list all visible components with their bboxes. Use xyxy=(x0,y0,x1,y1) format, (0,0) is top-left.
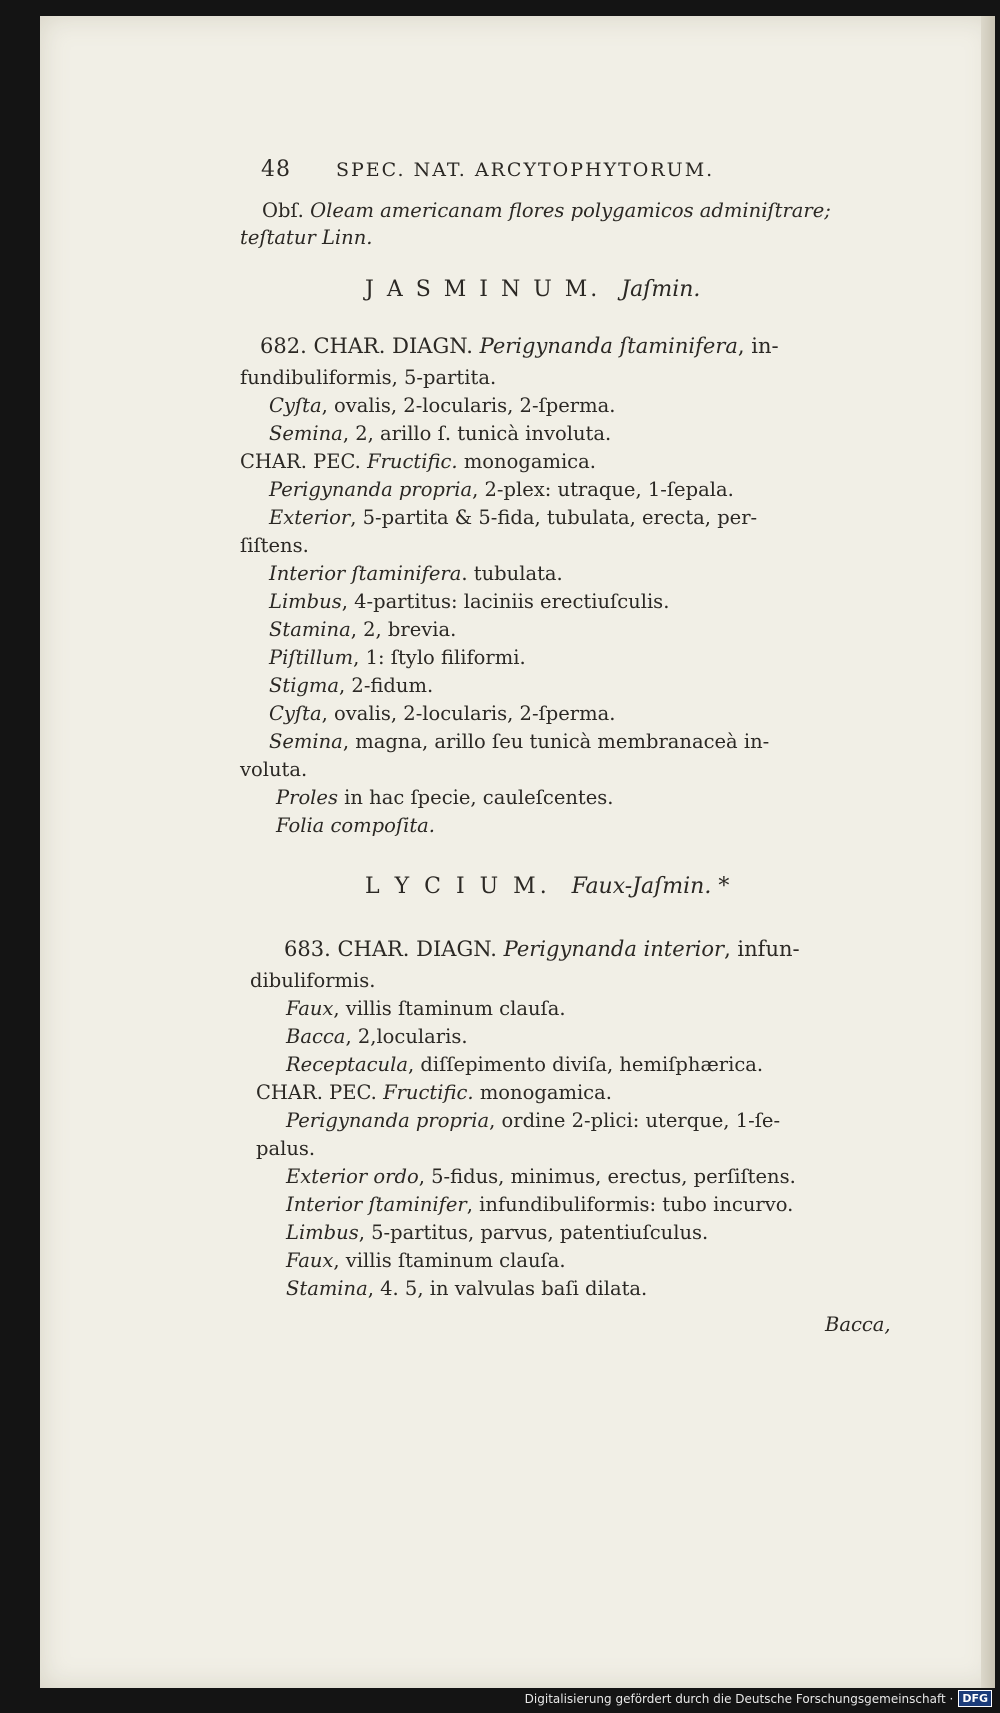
jasminum-line-12: Piſtillum, 1: ſtylo filiformi. xyxy=(269,646,526,669)
lycium-line-6: CHAR. PEC. Fructific. monogamica. xyxy=(256,1081,612,1104)
catchword: Bacca, xyxy=(825,1313,891,1336)
lycium-line-2: dibuliformis. xyxy=(250,969,376,992)
book-page xyxy=(40,16,995,1688)
jasminum-line-15: Semina, magna, arillo ſeu tunicà membranaceà in- xyxy=(269,730,770,753)
jasminum-line-10: Limbus, 4-partitus: laciniis erectiuſculis. xyxy=(269,590,670,613)
entry-number: 682. xyxy=(260,334,307,358)
obs-line-1 xyxy=(262,199,831,222)
genus-vernacular: Faux-Jaſmin. * xyxy=(571,874,730,899)
obs-line-2: teſtatur Linn. xyxy=(240,226,373,249)
genus-vernacular: Jaſmin. xyxy=(621,277,701,302)
char-pec-label: CHAR. PEC. xyxy=(240,450,361,473)
page-number: 48 xyxy=(261,157,291,182)
lycium-line-8: palus. xyxy=(256,1137,316,1160)
genus-heading-lycium xyxy=(365,874,729,899)
jasminum-line-1: 682. CHAR. DIAGN. Perigynanda ſtaminifera, in- xyxy=(260,334,779,358)
digitization-credit xyxy=(525,1690,992,1707)
page-text xyxy=(40,16,995,1688)
lycium-line-11: Limbus, 5-partitus, parvus, patentiuſculus. xyxy=(286,1221,709,1244)
genus-name: J A S M I N U M. xyxy=(365,277,601,302)
lycium-line-4: Bacca, 2,locularis. xyxy=(286,1025,468,1048)
genus-heading-jasminum xyxy=(365,277,700,302)
lycium-line-13: Stamina, 4. 5, in valvulas baſi dilata. xyxy=(286,1277,648,1300)
lycium-line-3: Faux, villis ſtaminum clauſa. xyxy=(286,997,566,1020)
jasminum-line-2: fundibuliformis, 5-partita. xyxy=(240,366,497,389)
jasminum-line-3: Cyſta, ovalis, 2-locularis, 2-ſperma. xyxy=(269,394,616,417)
jasminum-line-11: Stamina, 2, brevia. xyxy=(269,618,457,641)
obs-text: Oleam americanam flores polygamicos adminiſtrare; xyxy=(310,199,831,222)
lycium-line-12: Faux, villis ſtaminum clauſa. xyxy=(286,1249,566,1272)
jasminum-line-17: Proles in hac ſpecie, cauleſcentes. xyxy=(276,786,614,809)
jasminum-line-6: Perigynanda propria, 2-plex: utraque, 1-ſepala. xyxy=(269,478,734,501)
char-diagn-label: CHAR. DIAGN. xyxy=(337,937,497,961)
jasminum-line-4: Semina, 2, arillo ſ. tunicà involuta. xyxy=(269,422,612,445)
entry-number: 683. xyxy=(284,937,331,961)
footer-text: Digitalisierung gefördert durch die Deutsche Forschungsgemeinschaft · xyxy=(524,1691,954,1706)
jasminum-line-18: Folia compoſita. xyxy=(276,814,435,837)
lycium-line-7: Perigynanda propria, ordine 2-plici: uterque, 1-ſe- xyxy=(286,1109,781,1132)
char-diagn-label: CHAR. DIAGN. xyxy=(313,334,473,358)
jasminum-line-14: Cyſta, ovalis, 2-locularis, 2-ſperma. xyxy=(269,702,616,725)
jasminum-line-16: voluta. xyxy=(240,758,308,781)
lycium-line-10: Interior ſtaminifer, infundibuliformis: tubo incurvo. xyxy=(286,1193,794,1216)
lycium-line-1: 683. CHAR. DIAGN. Perigynanda interior, infun- xyxy=(284,937,800,961)
jasminum-line-13: Stigma, 2-fidum. xyxy=(269,674,434,697)
genus-name: L Y C I U M. xyxy=(365,874,551,899)
jasminum-line-8: ſiſtens. xyxy=(240,534,309,557)
jasminum-line-5: CHAR. PEC. Fructific. monogamica. xyxy=(240,450,596,473)
dfg-logo: DFG xyxy=(958,1690,992,1707)
obs-label: Obſ. xyxy=(262,199,304,222)
lycium-line-9: Exterior ordo, 5-fidus, minimus, erectus, perſiſtens. xyxy=(286,1165,796,1188)
char-pec-label: CHAR. PEC. xyxy=(256,1081,377,1104)
running-title: SPEC. NAT. ARCYTOPHYTORUM. xyxy=(336,159,715,181)
jasminum-line-9: Interior ſtaminifera. tubulata. xyxy=(269,562,563,585)
lycium-line-5: Receptacula, diſſepimento diviſa, hemiſphærica. xyxy=(286,1053,764,1076)
jasminum-line-7: Exterior, 5-partita & 5-fida, tubulata, erecta, per- xyxy=(269,506,758,529)
